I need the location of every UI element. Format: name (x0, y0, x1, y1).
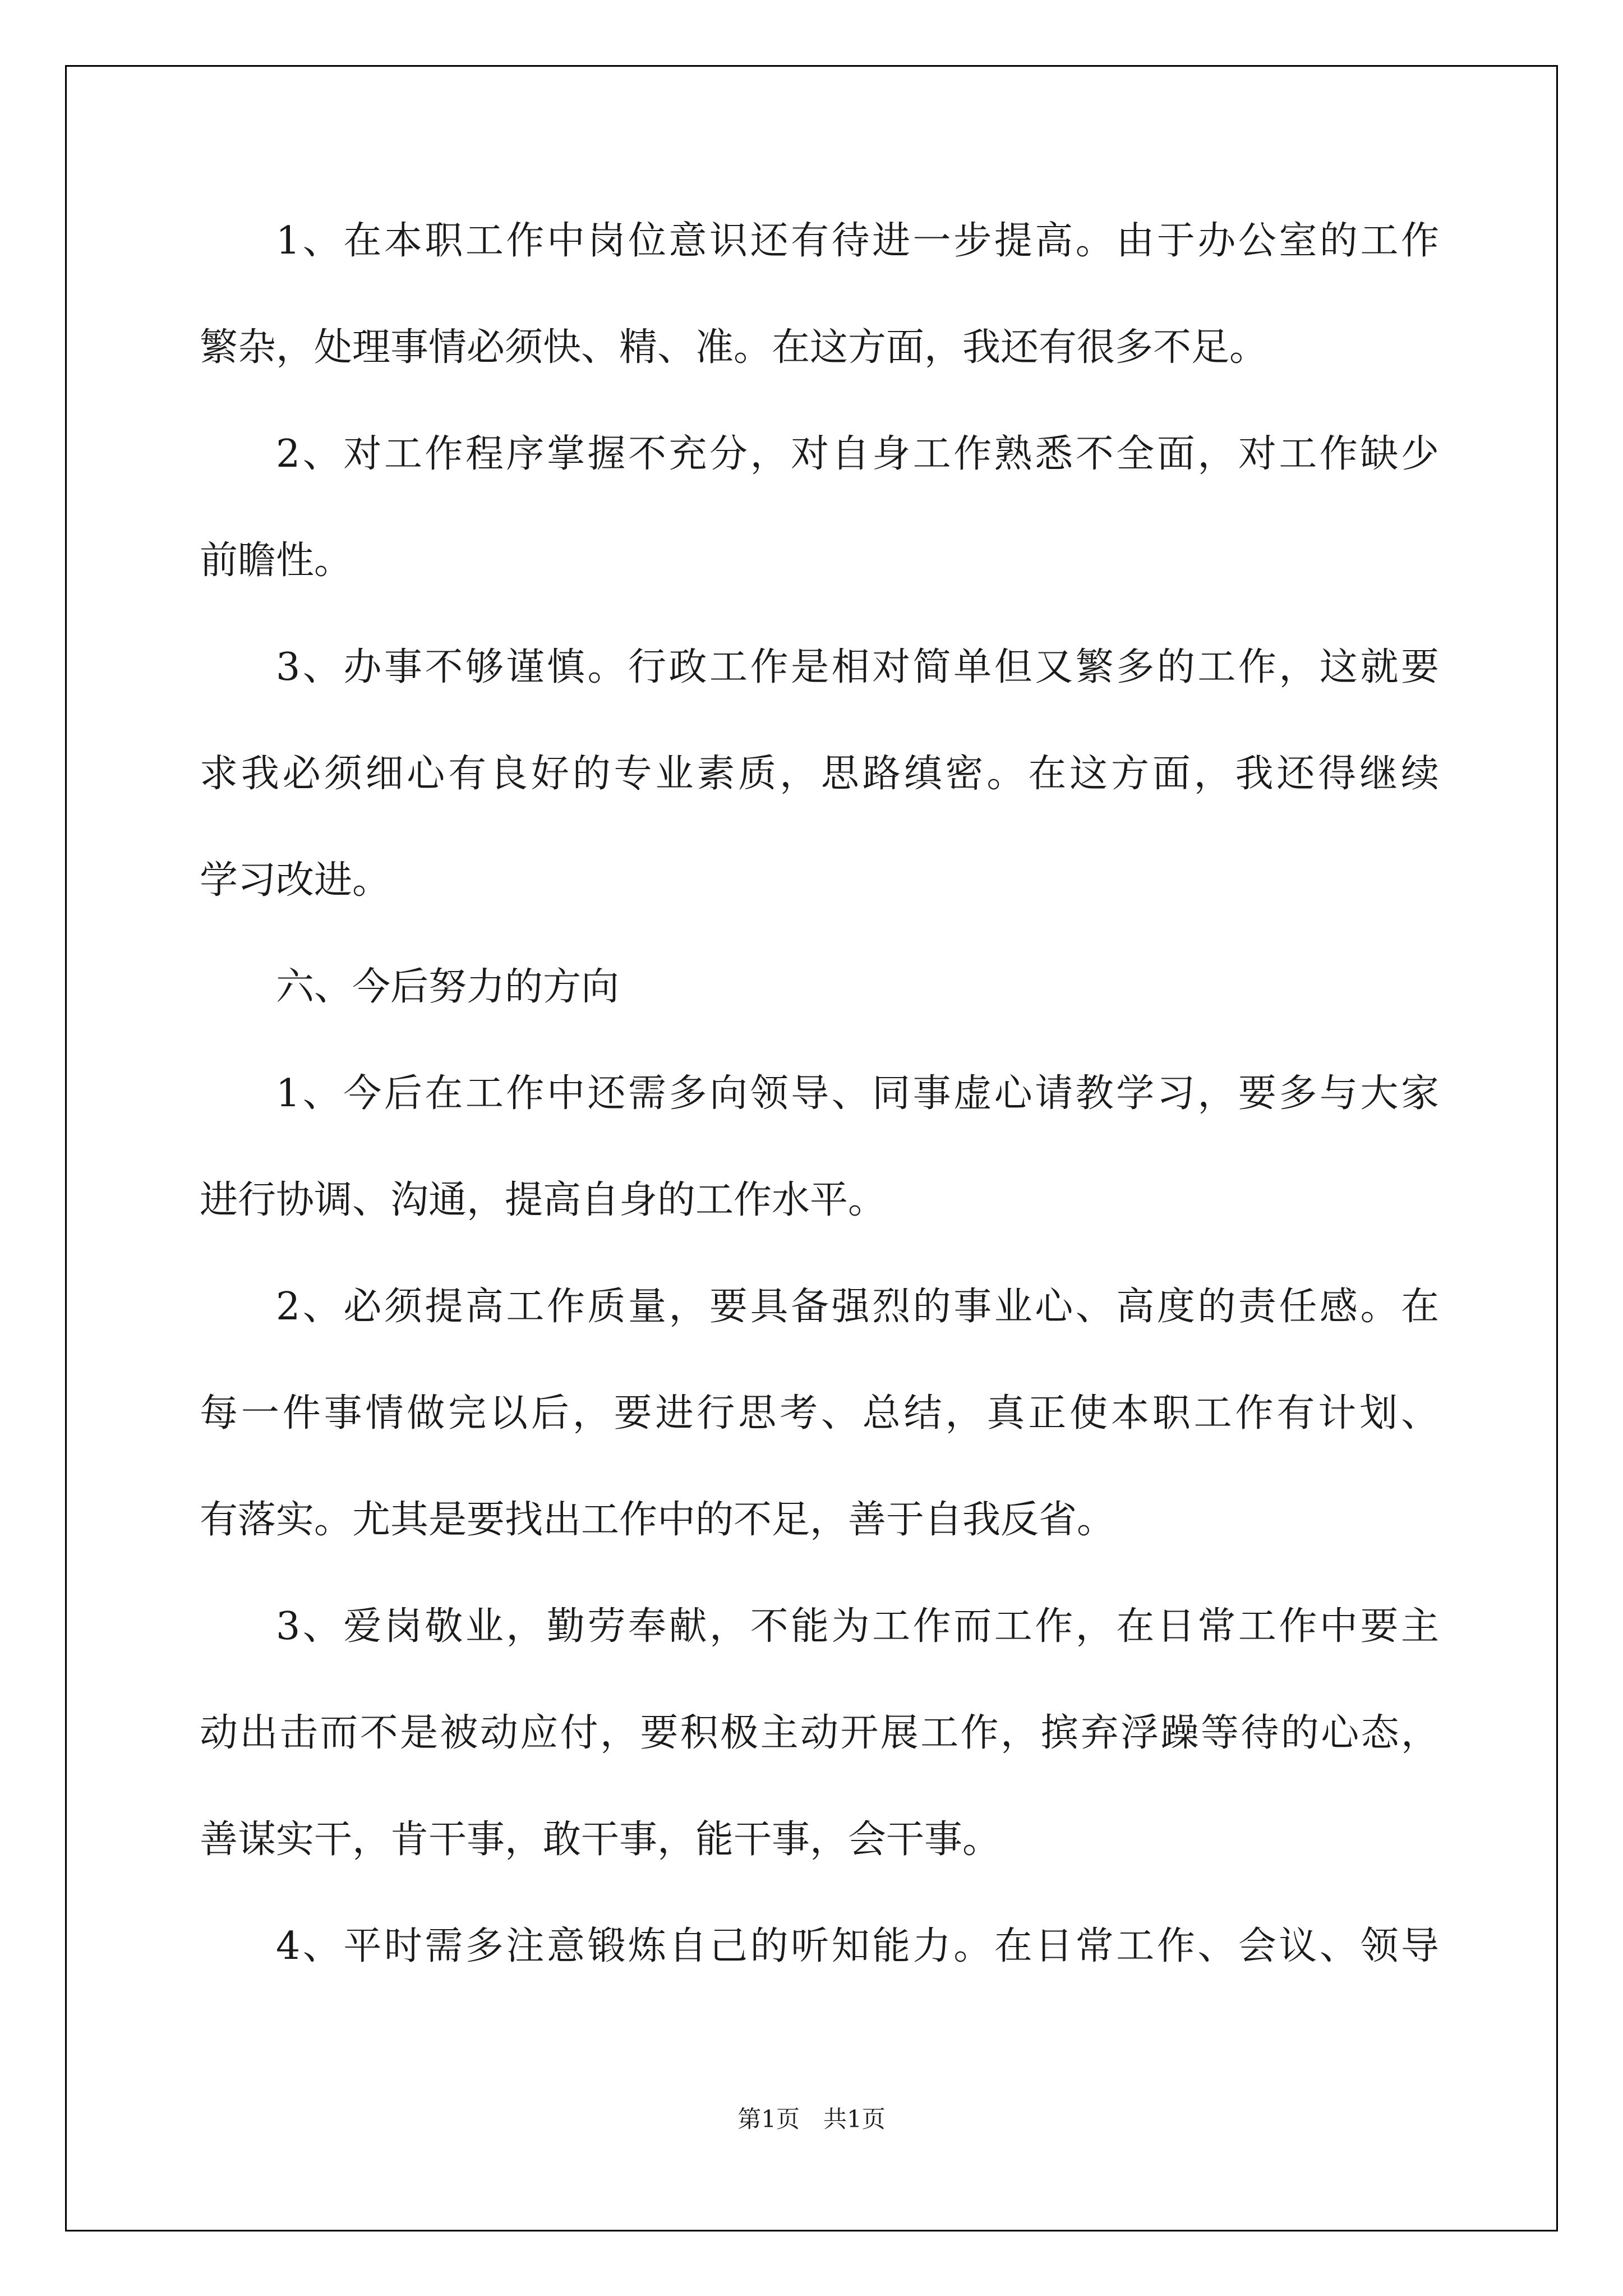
text-line: 动出击而不是被动应付，要积极主动开展工作，摈弃浮躁等待的心态， (200, 1711, 1439, 1755)
text-line: 学习改进。 (200, 858, 391, 903)
text-line: 善谋实干，肯干事，敢干事，能干事，会干事。 (200, 1818, 1001, 1862)
text-line: 1、今后在工作中还需多向领导、同事虚心请教学习，要多与大家 (276, 1071, 1439, 1116)
text-line: 2、对工作程序掌握不充分，对自身工作熟悉不全面，对工作缺少 (276, 432, 1439, 476)
text-line: 求我必须细心有良好的专业素质，思路缜密。在这方面，我还得继续 (200, 752, 1439, 796)
page-footer: 第1页 共1页 (737, 2105, 886, 2133)
text-line: 3、爱岗敬业，勤劳奉献，不能为工作而工作，在日常工作中要主 (276, 1604, 1439, 1649)
text-line: 进行协调、沟通，提高自身的工作水平。 (200, 1178, 887, 1222)
text-line: 前瞻性。 (200, 539, 353, 583)
text-line: 2、必须提高工作质量，要具备强烈的事业心、高度的责任感。在 (276, 1285, 1439, 1329)
section-heading: 六、今后努力的方向 (276, 965, 620, 1009)
text-line: 繁杂，处理事情必须快、精、准。在这方面，我还有很多不足。 (200, 325, 1268, 370)
text-line: 4、平时需多注意锻炼自己的听知能力。在日常工作、会议、领导 (276, 1924, 1439, 1968)
text-line: 有落实。尤其是要找出工作中的不足，善于自我反省。 (200, 1498, 1115, 1542)
text-line: 3、办事不够谨慎。行政工作是相对简单但又繁多的工作，这就要 (276, 645, 1439, 689)
text-line: 每一件事情做完以后，要进行思考、总结，真正使本职工作有计划、 (200, 1391, 1439, 1435)
text-line: 1、在本职工作中岗位意识还有待进一步提高。由于办公室的工作 (276, 219, 1439, 263)
page-border (65, 65, 1558, 2231)
